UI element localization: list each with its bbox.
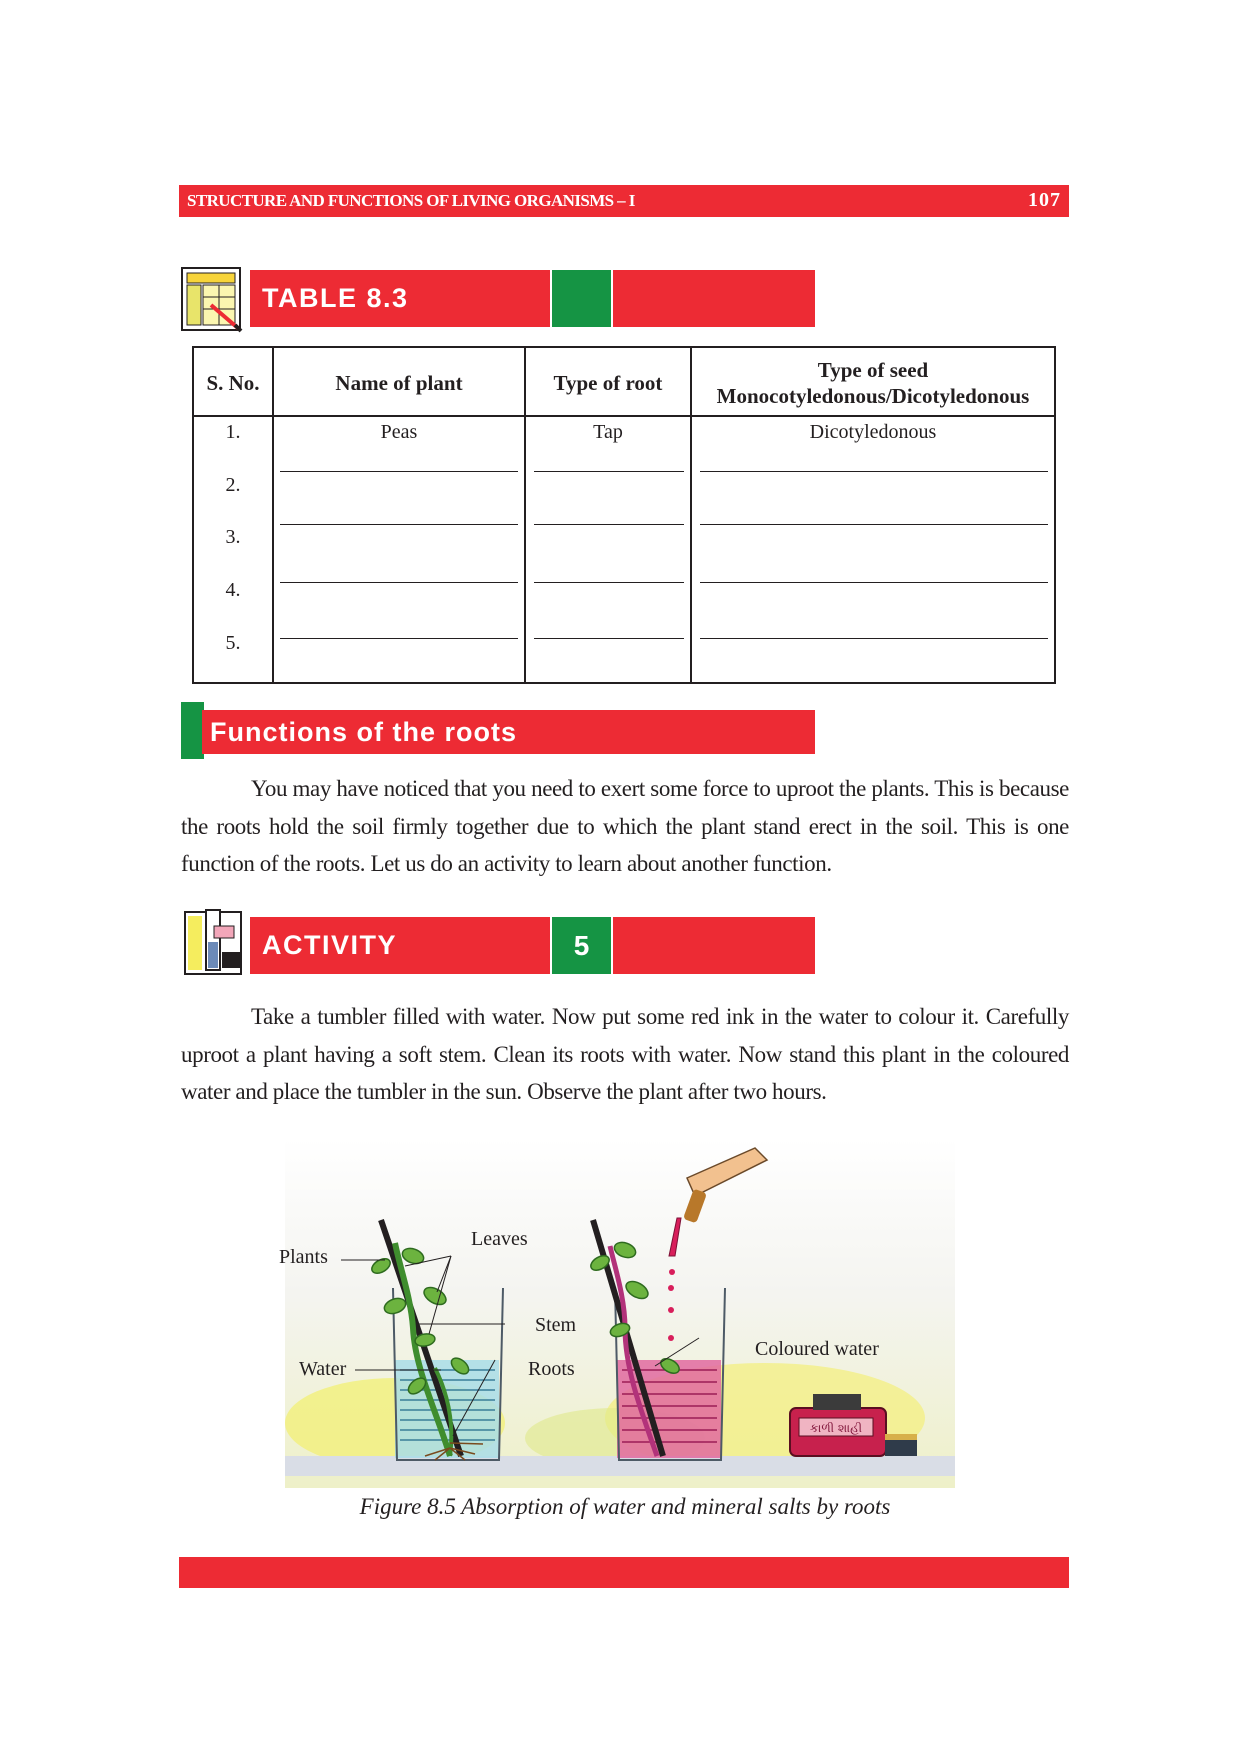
figure-drawing: [285, 1138, 955, 1488]
table-banner-title: TABLE 8.3: [262, 283, 409, 313]
section-heading: [202, 710, 815, 754]
answer-line: [534, 582, 684, 583]
table-cell-sno: 5.: [225, 632, 241, 654]
page-number: 107: [1028, 189, 1061, 211]
footer-bar: [179, 1557, 1069, 1588]
table-icon: [181, 267, 237, 325]
label-stem: Stem: [535, 1314, 577, 1336]
activity-banner: [250, 917, 550, 974]
answer-line: [534, 471, 684, 472]
ink-bottle-label: કાળી શાહી: [809, 1421, 863, 1435]
label-water: Water: [299, 1358, 347, 1380]
answer-line: [280, 524, 518, 525]
data-table: [192, 346, 1056, 684]
table-banner-tail: [613, 270, 815, 327]
table-cell-seed: Dicotyledonous: [809, 421, 937, 443]
table-cell-plant: Peas: [380, 421, 418, 443]
label-leaves: Leaves: [471, 1228, 528, 1250]
test-tube-icon: [184, 908, 240, 966]
table-banner: [250, 270, 550, 327]
running-header: [179, 185, 1069, 217]
answer-line: [280, 582, 518, 583]
table-cell-root: Tap: [593, 421, 623, 443]
answer-line: [700, 524, 1048, 525]
column-header-seed-line2: Monocotyledonous/Dicotyledonous: [716, 384, 1030, 408]
table-cell-sno: 4.: [225, 579, 241, 601]
label-roots: Roots: [528, 1358, 575, 1380]
column-header-plant: Name of plant: [335, 371, 463, 395]
column-header-root: Type of root: [553, 371, 663, 395]
answer-line: [700, 471, 1048, 472]
table-number-box: [552, 270, 611, 327]
answer-line: [700, 638, 1048, 639]
table-cell-sno: 1.: [225, 421, 241, 443]
label-coloured-water: Coloured water: [755, 1338, 879, 1360]
chapter-title: STRUCTURE AND FUNCTIONS OF LIVING ORGANISMS – I: [187, 191, 635, 210]
column-header-seed-line1: Type of seed: [817, 358, 929, 382]
activity-banner-title: ACTIVITY: [262, 930, 398, 960]
activity-paragraph: Take a tumbler filled with water. Now put some red ink in the water to colour it. Carefully uproot a plant having a soft stem. Clean its roots with water. Now stand this plant in the coloured water and place the tumbler in the sun. Observe the plant after two hours.: [181, 1004, 1069, 1104]
section-heading-text: Functions of the roots: [210, 716, 517, 747]
activity-number: 5: [573, 929, 590, 961]
table-cell-sno: 3.: [225, 526, 241, 548]
section-marker: [181, 702, 204, 759]
label-plants: Plants: [279, 1246, 328, 1268]
activity-number-box: [552, 917, 611, 974]
answer-line: [700, 582, 1048, 583]
experiment-illustration: [279, 1138, 955, 1488]
table-cell-sno: 2.: [225, 474, 241, 496]
figure-caption: Figure 8.5 Absorption of water and mineral salts by roots: [359, 1494, 891, 1519]
answer-line: [280, 638, 518, 639]
body-paragraph: You may have noticed that you need to exert some force to uproot the plants. This is because the roots hold the soil firmly together due to which the plant stand erect in the soil. This is one function of the roots. Let us do an activity to learn about another function.: [181, 776, 1069, 876]
answer-line: [534, 638, 684, 639]
answer-line: [280, 471, 518, 472]
answer-line: [534, 524, 684, 525]
column-header-sno: S. No.: [206, 371, 260, 395]
activity-banner-tail: [613, 917, 815, 974]
